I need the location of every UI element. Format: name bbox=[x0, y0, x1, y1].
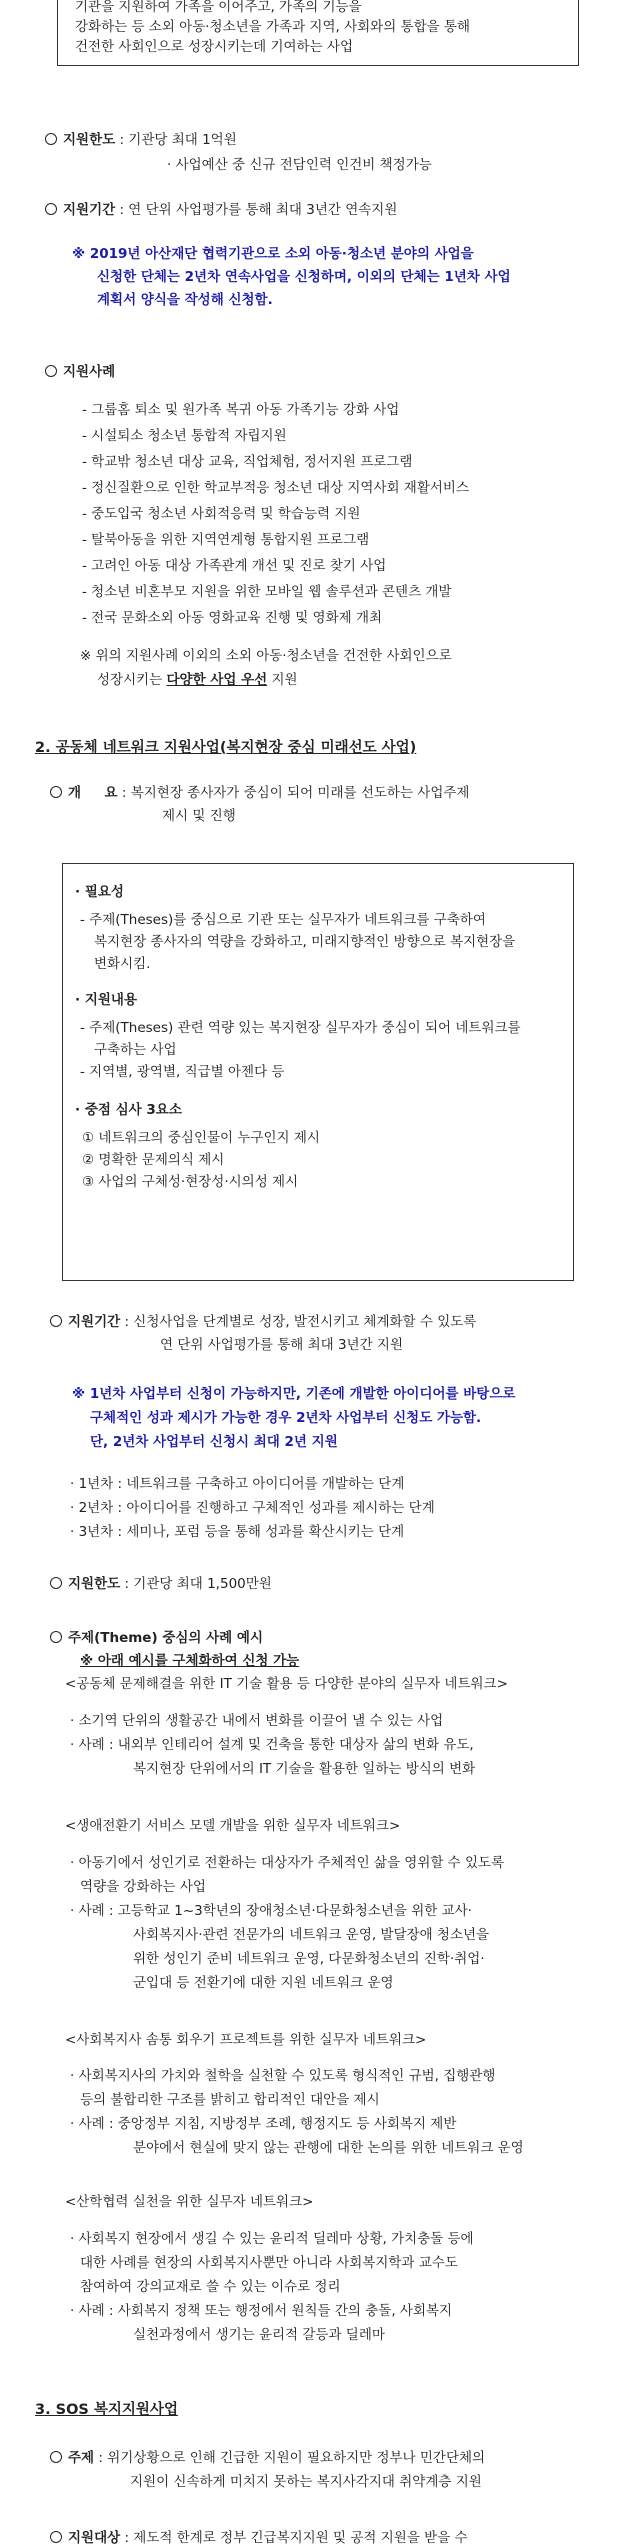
s3-topic-text: : 위기상황으로 인해 긴급한 지원이 필요하지만 정부나 민간단체의 bbox=[98, 2450, 486, 2466]
ex2-line-6: 군입대 등 전환기에 대한 지원 네트워크 운영 bbox=[133, 1975, 394, 1991]
note-text: 성장시키는 bbox=[97, 672, 167, 688]
ex3-line-2: 등의 불합리한 구조를 밝히고 합리적인 대안을 제시 bbox=[80, 2092, 380, 2108]
s2-period-text: : 신청사업을 단계별로 성장, 발전시키고 체계화할 수 있도록 bbox=[124, 1314, 477, 1330]
ex3-line-3: · 사례 : 중앙정부 지침, 지방정부 조례, 행정지도 등 사회복지 제반 bbox=[70, 2116, 457, 2132]
s2-limit-value: : 기관당 최대 1,500만원 bbox=[124, 1576, 272, 1592]
case-item: - 중도입국 청소년 사회적응력 및 학습능력 지원 bbox=[82, 506, 361, 522]
s2-examples-label: 주제(Theme) 중심의 사례 예시 bbox=[68, 1630, 264, 1646]
case-item: - 전국 문화소외 아동 영화교육 진행 및 영화제 개최 bbox=[82, 610, 383, 626]
s2-year-1: · 1년차 : 네트워크를 구축하고 아이디어를 개발하는 단계 bbox=[70, 1476, 405, 1492]
s2-notice-2: 구체적인 성과 제시가 가능한 경우 2년차 사업부터 신청도 가능함. bbox=[90, 1410, 482, 1426]
ex4-line-2: 대한 사례를 현장의 사회복지사뿐만 아니라 사회복지학과 교수도 bbox=[80, 2255, 458, 2271]
s3-topic-2: 지원이 신속하게 미치지 못하는 복지사각지대 취약계층 지원 bbox=[130, 2474, 482, 2490]
ex2-line-2: 역량을 강화하는 사업 bbox=[80, 1879, 206, 1895]
ex3-line-4: 분야에서 현실에 맞지 않는 관행에 대한 논의를 위한 네트워크 운영 bbox=[133, 2140, 524, 2156]
s2-review-1: ① 네트워크의 중심인물이 누구인지 제시 bbox=[82, 1130, 320, 1146]
ex1-title: <공동체 문제해결을 위한 IT 기술 활용 등 다양한 분야의 실무자 네트워크> bbox=[65, 1676, 508, 1692]
s2-need-title: · 필요성 bbox=[75, 884, 124, 900]
circle-bullet-icon bbox=[50, 2531, 62, 2543]
s1-limit-value: : 기관당 최대 1억원 bbox=[119, 132, 237, 148]
s2-need-1: - 주제(Theses)를 중심으로 기관 또는 실무자가 네트워크를 구축하여 bbox=[80, 912, 486, 928]
s2-year-3: · 3년차 : 세미나, 포럼 등을 통해 성과를 확산시키는 단계 bbox=[70, 1524, 405, 1540]
s2-review-3: ③ 사업의 구체성·현장성·시의성 제시 bbox=[82, 1174, 299, 1190]
s2-period-label: 지원기간 bbox=[68, 1314, 121, 1330]
intro-line-2: 강화하는 등 소외 아동·청소년을 가족과 지역, 사회와의 통합을 통해 bbox=[75, 19, 471, 35]
s1-notice-2: 신청한 단체는 2년차 연속사업을 신청하며, 이외의 단체는 1년차 사업 bbox=[97, 269, 511, 285]
case-item: - 학교밖 청소년 대상 교육, 직업체험, 정서지원 프로그램 bbox=[82, 454, 413, 470]
s2-need-2: 복지현장 종사자의 역량을 강화하고, 미래지향적인 방향으로 복지현장을 bbox=[94, 934, 516, 950]
ex1-line-1: · 소기역 단위의 생활공간 내에서 변화를 이끌어 낼 수 있는 사업 bbox=[70, 1713, 444, 1729]
s3-topic-label: 주제 bbox=[68, 2450, 95, 2466]
ex4-title: <산학협력 실천을 위한 실무자 네트워크> bbox=[65, 2194, 314, 2210]
s2-overview-text: : 복지현장 종사자가 중심이 되어 미래를 선도하는 사업주제 bbox=[121, 785, 470, 801]
s1-limit-label: 지원한도 bbox=[63, 132, 116, 148]
ex1-line-3: 복지현장 단위에서의 IT 기술을 활용한 일하는 방식의 변화 bbox=[133, 1761, 476, 1777]
s1-notice-3: 계획서 양식을 작성해 신청함. bbox=[97, 292, 273, 308]
s1-period bbox=[45, 200, 397, 220]
s2-overview bbox=[50, 783, 469, 803]
s3-target bbox=[50, 2528, 468, 2548]
circle-bullet-icon bbox=[45, 133, 57, 145]
ex2-line-4: 사회복지사·관련 전문가의 네트워크 운영, 발달장애 청소년을 bbox=[133, 1927, 490, 1943]
circle-bullet-icon bbox=[50, 786, 62, 798]
ex4-line-1: · 사회복지 현장에서 생길 수 있는 윤리적 딜레마 상황, 가치충돌 등에 bbox=[70, 2231, 474, 2247]
s2-limit-label: 지원한도 bbox=[68, 1576, 121, 1592]
ex2-line-1: · 아동기에서 성인기로 전환하는 대상자가 주체적인 삶을 영위할 수 있도록 bbox=[70, 1855, 505, 1871]
ex3-line-1: · 사회복지사의 가치와 철학을 실천할 수 있도록 형식적인 규범, 집행관행 bbox=[70, 2068, 496, 2084]
ex3-title: <사회복지사 솜통 회우기 프로젝트를 위한 실무자 네트워크> bbox=[65, 2032, 427, 2048]
s3-topic bbox=[50, 2448, 485, 2468]
s2-review-2: ② 명확한 문제의식 제시 bbox=[82, 1152, 225, 1168]
circle-bullet-icon bbox=[50, 1315, 62, 1327]
s2-content-title: · 지원내용 bbox=[75, 992, 137, 1008]
s3-target-text: : 제도적 한계로 정부 긴급복지지원 및 공적 지원을 받을 수 bbox=[124, 2530, 468, 2546]
s1-limit bbox=[45, 130, 237, 150]
intro-line-3: 건전한 사회인으로 성장시키는데 기여하는 사업 bbox=[75, 39, 353, 55]
ex2-title: <생애전환기 서비스 모델 개발을 위한 실무자 네트워크> bbox=[65, 1818, 401, 1834]
case-item: - 탈북아동을 위한 지역연계형 통합지원 프로그램 bbox=[82, 532, 370, 548]
s2-content-1: - 주제(Theses) 관련 역량 있는 복지현장 실무자가 중심이 되어 네트워크를 bbox=[80, 1020, 521, 1036]
circle-bullet-icon bbox=[45, 365, 57, 377]
s3-title: 3. SOS 복지지원사업 bbox=[35, 2402, 178, 2418]
circle-bullet-icon bbox=[45, 203, 57, 215]
ex2-line-5: 위한 성인기 준비 네트워크 운영, 다문화청소년의 진학·취업· bbox=[133, 1951, 485, 1967]
s2-examples-note: ※ 아래 예시를 구체화하여 신청 가능 bbox=[80, 1653, 300, 1669]
case-item: - 그룹홈 퇴소 및 원가족 복귀 아동 가족기능 강화 사업 bbox=[82, 402, 400, 418]
s1-cases-heading bbox=[45, 362, 115, 382]
s3-target-label: 지원대상 bbox=[68, 2530, 121, 2546]
s2-limit bbox=[50, 1574, 272, 1594]
circle-bullet-icon bbox=[50, 2451, 62, 2463]
s1-notice-1: ※ 2019년 아산재단 협력기관으로 소외 아동·청소년 분야의 사업을 bbox=[72, 246, 474, 262]
s2-notice-3: 단, 2년차 사업부터 신청시 최대 2년 지원 bbox=[90, 1434, 338, 1450]
case-item: - 청소년 비혼부모 지원을 위한 모바일 웹 솔루션과 콘텐츠 개발 bbox=[82, 584, 452, 600]
circle-bullet-icon bbox=[50, 1631, 62, 1643]
s1-cases-label: 지원사례 bbox=[63, 364, 116, 380]
s2-content-2: 구축하는 사업 bbox=[94, 1042, 177, 1058]
s2-title: 2. 공동체 네트워크 지원사업(복지현장 중심 미래선도 사업) bbox=[35, 740, 417, 756]
s2-content-3: - 지역별, 광역별, 직급별 아젠다 등 bbox=[80, 1064, 285, 1080]
ex1-line-2: · 사례 : 내외부 인테리어 설계 및 건축을 통한 대상자 삶의 변화 유도, bbox=[70, 1737, 474, 1753]
case-item: - 고려인 아동 대상 가족관계 개선 및 진로 찾기 사업 bbox=[82, 558, 387, 574]
s2-period bbox=[50, 1312, 476, 1332]
s1-cases-note-2 bbox=[97, 670, 298, 690]
s2-overview-label: 개 요 bbox=[68, 785, 118, 801]
ex2-line-3: · 사례 : 고등학교 1~3학년의 장애청소년·다문화청소년을 위한 교사· bbox=[70, 1903, 472, 1919]
s2-overview-2: 제시 및 진행 bbox=[162, 808, 236, 824]
s2-examples-heading bbox=[50, 1628, 263, 1648]
s2-year-2: · 2년차 : 아이디어를 진행하고 구체적인 성과를 제시하는 단계 bbox=[70, 1500, 435, 1516]
intro-line-1: 기관을 지원하여 가족을 이어주고, 가족의 기능을 bbox=[75, 0, 362, 15]
s2-notice-1: ※ 1년차 사업부터 신청이 가능하지만, 기존에 개발한 아이디어를 바탕으로 bbox=[72, 1386, 516, 1402]
s2-need-3: 변화시킴. bbox=[94, 956, 151, 972]
ex4-line-3: 참여하여 강의교재로 쓸 수 있는 이슈로 정리 bbox=[80, 2279, 341, 2295]
note-emphasis: 다양한 사업 우선 bbox=[166, 672, 268, 688]
ex4-line-5: 실천과정에서 생기는 윤리적 갈등과 딜레마 bbox=[133, 2327, 385, 2343]
s2-period-2: 연 단위 사업평가를 통해 최대 3년간 지원 bbox=[160, 1337, 403, 1353]
s1-period-value: : 연 단위 사업평가를 통해 최대 3년간 연속지원 bbox=[119, 202, 398, 218]
note-text: 지원 bbox=[267, 672, 298, 688]
circle-bullet-icon bbox=[50, 1577, 62, 1589]
s1-period-label: 지원기간 bbox=[63, 202, 116, 218]
s1-limit-note: · 사업예산 중 신규 전담인력 인건비 책정가능 bbox=[167, 157, 432, 173]
ex4-line-4: · 사례 : 사회복지 정책 또는 행정에서 원칙들 간의 충돌, 사회복지 bbox=[70, 2303, 453, 2319]
s1-cases-note-1: ※ 위의 지원사례 이외의 소외 아동·청소년을 건전한 사회인으로 bbox=[80, 648, 452, 664]
case-item: - 시설퇴소 청소년 통합적 자립지원 bbox=[82, 428, 287, 444]
case-item: - 정신질환으로 인한 학교부적응 청소년 대상 지역사회 재활서비스 bbox=[82, 480, 470, 496]
s2-review-title: · 중점 심사 3요소 bbox=[75, 1102, 182, 1118]
